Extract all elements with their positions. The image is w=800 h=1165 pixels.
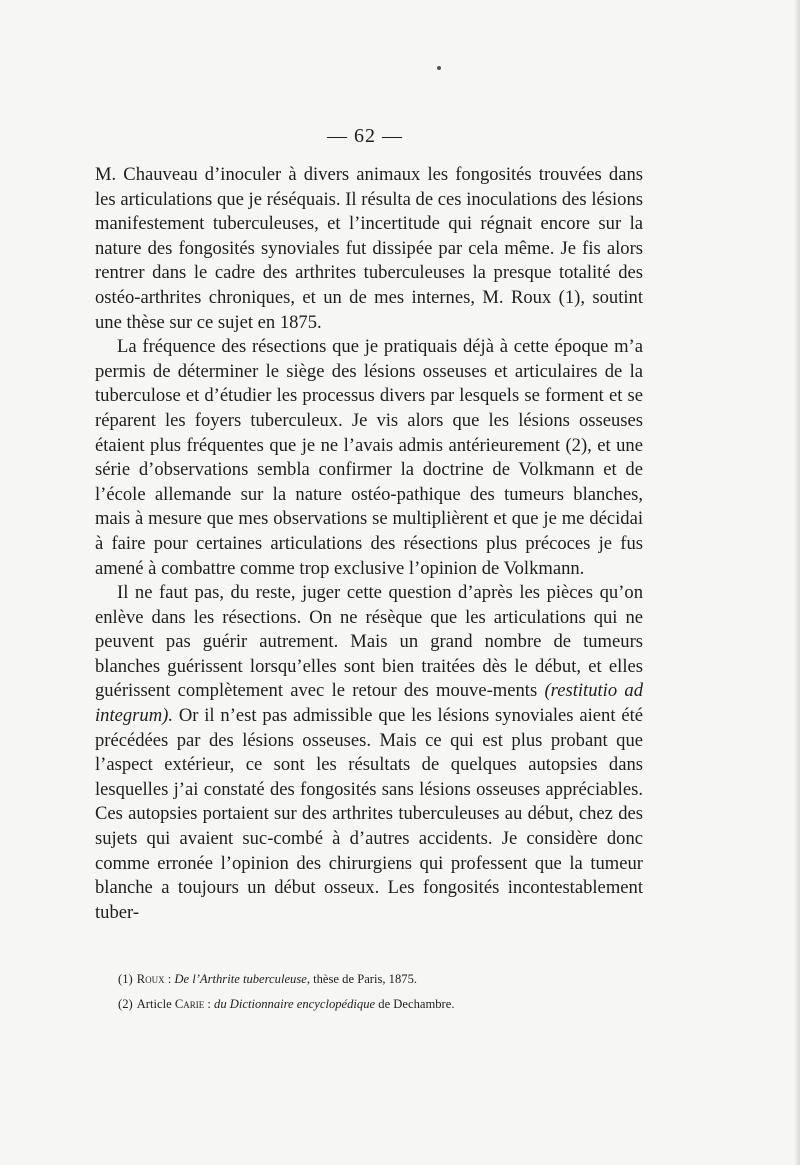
footnote-1-title: De l’Arthrite tuberculeuse, (174, 972, 310, 986)
footnote-2 (118, 992, 638, 1017)
paragraph-3 (95, 581, 643, 925)
footnote-1-number: (1) (118, 972, 133, 986)
footnote-2-title: du Dictionnaire encyclopédique (214, 997, 376, 1011)
paragraph-3-part-2: Or il n’est pas admissible que les lésions synoviales aient été précédées par des lésions osseuses. Mais ce qui est plus probant que l’aspect extérieur, ce sont les résultats de quelques autopsies dans lesquelles j’ai constaté des fongosités sans lésions osseuses appréciables. Ces autopsies portaient sur des arthrites tuberculeuses au début, chez des sujets qui avaient suc-combé à d’autres accidents. Je considère donc comme erronée l’opinion des chirurgiens qui professent que la tumeur blanche a toujours un début osseux. Les fongosités incontestablement tuber- (95, 705, 643, 923)
footnote-2-rest: de Dechambre. (375, 997, 455, 1011)
body-text (95, 163, 643, 925)
footnotes (118, 967, 638, 1017)
ink-speck (437, 66, 441, 70)
page-number: — 62 — (327, 125, 403, 147)
footnote-2-prefix: Article (136, 997, 175, 1011)
footnote-2-separator: : (204, 997, 215, 1011)
paragraph-1: M. Chauveau d’inoculer à divers animaux les fongosités trouvées dans les articulations que je réséquais. Il résulta de ces inoculations des lésions manifestement tuberculeuses, et l’incertitude qui régnait encore sur la nature des fongosités synoviales fut dissipée par cela même. Je fis alors rentrer dans le cadre des arthrites tuberculeuses la presque totalité des ostéo-arthrites chroniques, et un de mes internes, M. Roux (1), soutint une thèse sur ce sujet en 1875. (95, 164, 643, 333)
latin-phrase: (restitutio ad integrum). (95, 680, 643, 727)
footnote-1-author: Roux (136, 972, 165, 986)
paragraph-2: La fréquence des résections que je pratiquais déjà à cette époque m’a permis de déterminer le siège des lésions osseuses et articulaires de la tuberculose et d’étudier les processus divers par lesquels se forment et se réparent les foyers tuberculeux. Je vis alors que les lésions osseuses étaient plus fréquentes que je ne l’avais admis antérieurement (2), et une série d’observations sembla confirmer la doctrine de Volkmann et de l’école allemande sur la nature ostéo-pathique des tumeurs blanches, mais à mesure que mes observations se multiplièrent et que je me décidai à faire pour certaines articulations des résections plus précoces je fus amené à combattre comme trop exclusive l’opinion de Volkmann. (95, 336, 643, 579)
footnote-1-rest: thèse de Paris, 1875. (309, 972, 418, 986)
paragraph-3-part-1: Il ne faut pas, du reste, juger cette question d’après les pièces qu’on enlève dans les résections. On ne résèque que les articulations qui ne peuvent pas guérir autrement. Mais un grand nombre de tumeurs blanches guérissent lorsqu’elles sont bien traitées dès le début, et elles guérissent complètement avec le retour des mouve-ments (95, 582, 643, 702)
page-edge-shadow (794, 0, 800, 1165)
footnote-2-author: Carie (174, 997, 205, 1011)
footnote-1 (118, 967, 638, 992)
footnote-1-separator: : (164, 972, 175, 986)
footnote-2-number: (2) (118, 997, 133, 1011)
